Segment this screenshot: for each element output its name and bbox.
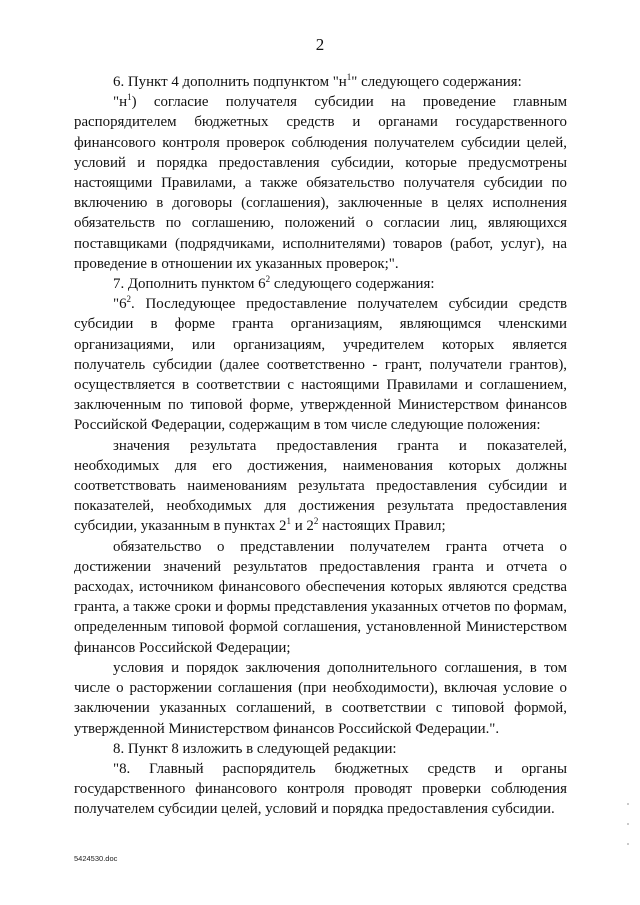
paragraph-text: ) согласие получателя субсидии на проведение главным распорядителем бюджетных средств и органами государственного финансового контроля проверок соблюдения получателем субсидии целей, условий и порядка предоставления субсидии, которые предусмотрены настоящими Правилами, а также обязательство получателя субсидии по включению в договоры (соглашения), заключенные в целях исполнения обязательств по соглашению, положений о согласии лиц, являющихся поставщиками (подрядчиками, исполнителями) товаров (работ, услуг), на проведение в отношении их указанных проверок;". bbox=[74, 94, 567, 272]
superscript-index: 2 bbox=[126, 294, 132, 305]
paragraph-text: значения результата предоставления гранта и показателей, необходимых для его достижения, наименования которых должны соответствовать наименованиям результата предоставления субсидии и показателей, необходимых для достижения результата предоставления субсидии, указанным в пунктах 2 bbox=[74, 437, 567, 535]
paragraph-text: "8. Главный распорядитель бюджетных средств и органы государственного финансового контроля проводят проверки соблюдения получателем субсидии целей, условий и порядка предоставления субсидии. bbox=[74, 760, 567, 818]
body-paragraph bbox=[74, 537, 567, 658]
body-paragraph bbox=[74, 759, 567, 820]
body-paragraph bbox=[74, 436, 567, 537]
superscript-index: 2 bbox=[313, 516, 319, 527]
body-paragraph bbox=[74, 92, 567, 274]
paragraph-text: настоящих Правил; bbox=[318, 518, 446, 535]
body-paragraph bbox=[74, 739, 567, 759]
document-file-code: 5424530.doc bbox=[74, 854, 118, 863]
paragraph-text: условия и порядок заключения дополнительного соглашения, в том числе о расторжении соглашения (при необходимости), включая условие о заключении указанных соглашений, в соответствии с типовой формой, утвержденной Министерством финансов Российской Федерации.". bbox=[74, 659, 567, 737]
body-paragraph bbox=[74, 658, 567, 739]
document-body bbox=[74, 72, 567, 820]
body-paragraph bbox=[74, 294, 567, 435]
superscript-index: 1 bbox=[346, 72, 352, 83]
paragraph-text: " следующего содержания: bbox=[351, 74, 522, 90]
body-paragraph bbox=[74, 72, 567, 92]
paragraph-text: "6 bbox=[113, 296, 127, 313]
scan-artifact-dot bbox=[627, 803, 629, 805]
body-paragraph bbox=[74, 274, 567, 294]
superscript-index: 2 bbox=[265, 274, 271, 285]
paragraph-text: обязательство о представлении получателем гранта отчета о достижении значений результатов предоставления гранта и отчета о расходах, источником финансового обеспечения которых являются средства гранта, а также сроки и формы представления указанных отчетов по формам, определенным типовой формой соглашения, установленной Министерством финансов Российской Федерации; bbox=[74, 538, 567, 656]
superscript-index: 1 bbox=[286, 516, 292, 527]
paragraph-text: 6. Пункт 4 дополнить подпунктом "н bbox=[113, 74, 347, 90]
superscript-index: 1 bbox=[127, 92, 132, 103]
scan-artifact-dot bbox=[627, 823, 629, 825]
paragraph-text: "н bbox=[113, 94, 128, 111]
paragraph-text: . Последующее предоставление получателем субсидии средств субсидии в форме гранта организациям, являющимся членскими организациями, или организациям, учредителем которых является получатель субсидии (далее соответственно - грант, получатели грантов), осуществляется в соответствии с настоящими Правилами и соглашением, заключенным по типовой форме, утвержденной Министерством финансов Российской Федерации, содержащим в том числе следующие положения: bbox=[74, 296, 567, 434]
paragraph-text: 7. Дополнить пунктом 6 bbox=[113, 276, 266, 293]
paragraph-text: следующего содержания: bbox=[270, 276, 435, 293]
paragraph-text: и 2 bbox=[291, 518, 314, 535]
paragraph-text: 8. Пункт 8 изложить в следующей редакции: bbox=[113, 740, 397, 757]
page-number: 2 bbox=[315, 35, 325, 54]
scan-artifact-dot bbox=[627, 843, 629, 845]
